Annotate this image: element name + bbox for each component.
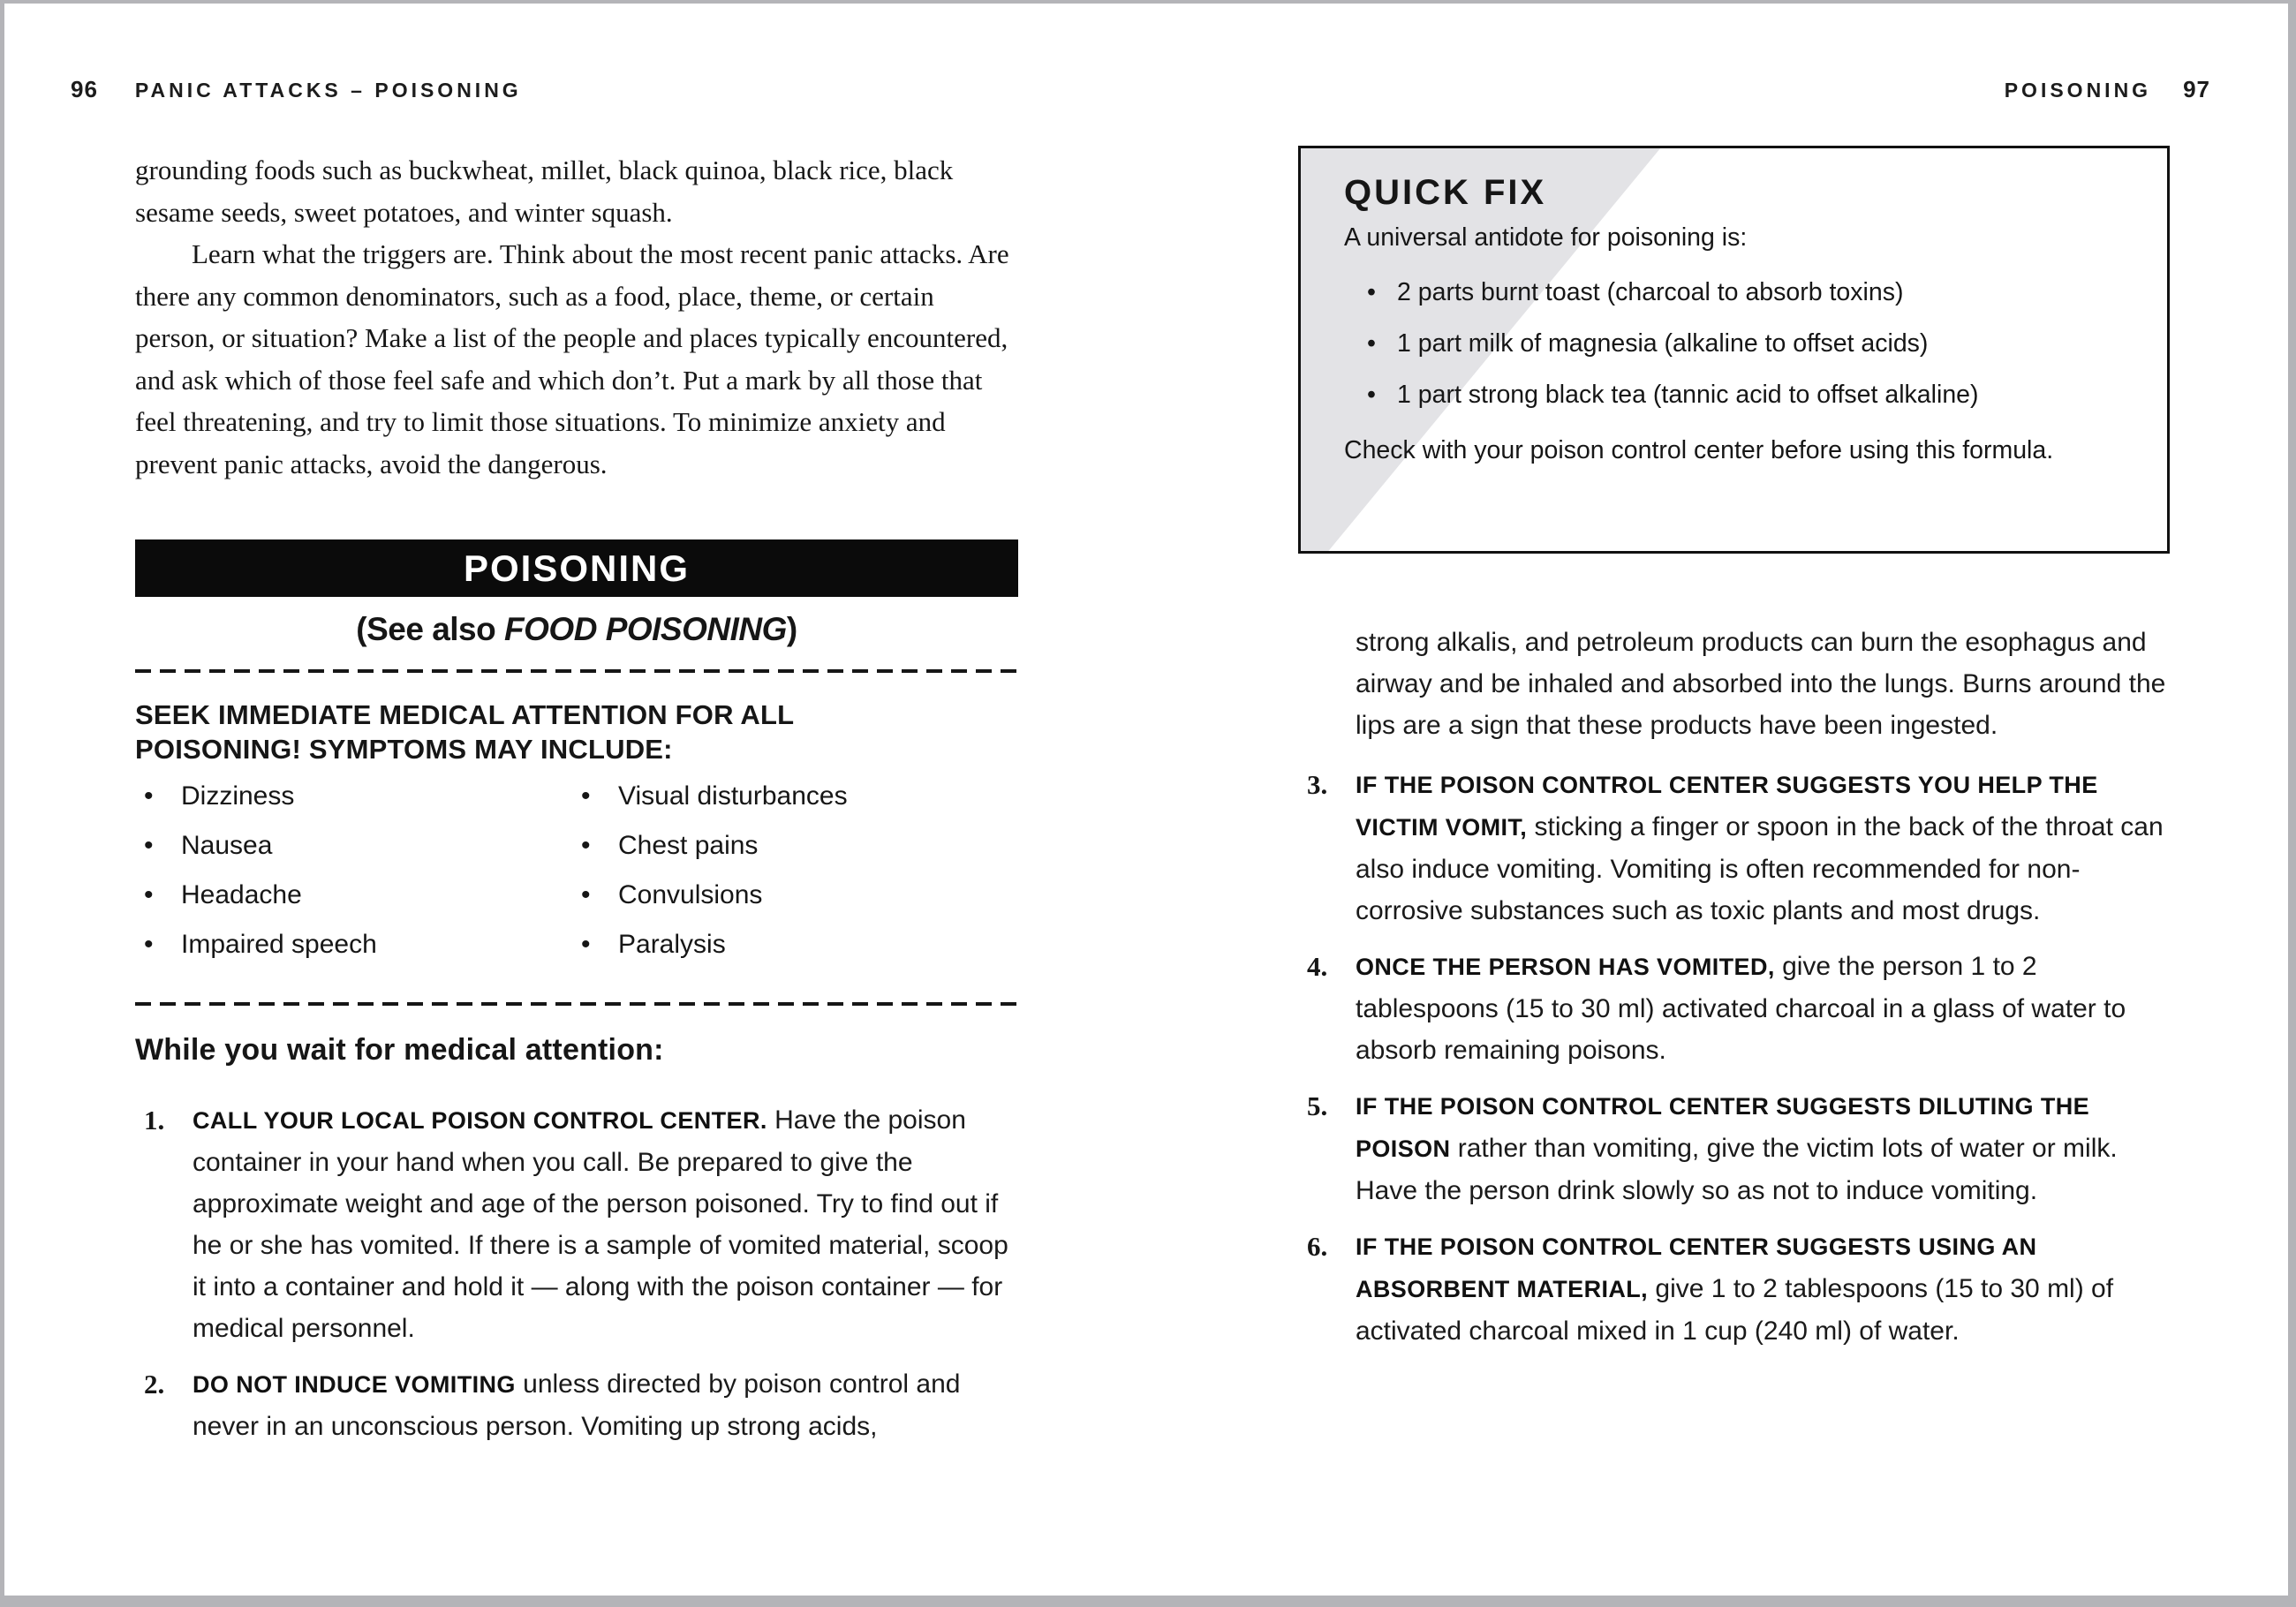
see-also-line bbox=[135, 611, 1018, 648]
step-lead-in: DO NOT INDUCE VOMITING bbox=[193, 1371, 516, 1398]
bullet-icon: • bbox=[1367, 329, 1376, 358]
symptom-label: Visual disturbances bbox=[618, 781, 848, 811]
symptom-label: Impaired speech bbox=[181, 930, 377, 959]
dashed-divider-top bbox=[135, 669, 1018, 673]
quick-fix-box bbox=[1298, 146, 2170, 554]
warning-heading-line: POISONING! SYMPTOMS MAY INCLUDE: bbox=[135, 734, 673, 765]
symptom-item bbox=[135, 783, 572, 810]
symptom-label: Nausea bbox=[181, 831, 273, 860]
bullet-icon: • bbox=[144, 831, 154, 860]
symptom-label: Dizziness bbox=[181, 781, 295, 811]
intro-paragraph-1: grounding foods such as buckwheat, millet, black quinoa, black rice, black sesame seeds, sweet potatoes, and winter squash. bbox=[135, 155, 954, 228]
symptoms-column-2 bbox=[572, 783, 1018, 981]
numbered-step bbox=[1298, 946, 2170, 1071]
symptom-item bbox=[572, 833, 1018, 859]
continuation-paragraph: strong alkalis, and petroleum products can burn the esophagus and airway and be inhaled and absorbed into the lungs. Burns around the lips are a sign that these products have been ingested. bbox=[1356, 628, 2166, 740]
numbered-step bbox=[1298, 1226, 2170, 1352]
step-text bbox=[1356, 946, 2170, 1071]
quick-fix-title: QUICK FIX bbox=[1344, 173, 1547, 212]
quick-fix-subtitle: A universal antidote for poisoning is: bbox=[1344, 223, 1748, 252]
quick-fix-content bbox=[1301, 148, 2167, 472]
symptom-item bbox=[135, 882, 572, 909]
intro-paragraphs bbox=[135, 149, 1018, 485]
dashed-divider-bottom bbox=[135, 1002, 1018, 1006]
symptom-item bbox=[135, 833, 572, 859]
symptom-item bbox=[135, 932, 572, 958]
step-body: rather than vomiting, give the victim lots of water or milk. Have the person drink slowly so as not to induce vomiting. bbox=[1356, 1134, 2118, 1205]
step-lead-in: ONCE THE PERSON HAS VOMITED, bbox=[1356, 954, 1775, 980]
warning-heading bbox=[135, 698, 1018, 766]
bullet-icon: • bbox=[144, 880, 154, 909]
step-body: unless directed by poison control and never in an unconscious person. Vomiting up strong acids, bbox=[193, 1369, 961, 1441]
quick-fix-footer: Check with your poison control center before using this formula. bbox=[1344, 436, 2054, 464]
step-number: 4. bbox=[1307, 951, 1328, 982]
numbered-step bbox=[135, 1363, 1018, 1447]
see-also-suffix: ) bbox=[786, 611, 797, 647]
see-also-prefix: (See also bbox=[356, 611, 505, 647]
step-lead-in: IF THE POISON CONTROL CENTER SUGGESTS USING AN ABSORBENT MATERIAL, bbox=[1356, 1234, 2037, 1302]
symptoms-list bbox=[135, 783, 1018, 981]
step-text bbox=[1356, 764, 2170, 932]
running-head-left bbox=[71, 76, 522, 103]
quick-fix-bullet-text: 1 part strong black tea (tannic acid to offset alkaline) bbox=[1397, 381, 1979, 409]
bullet-icon: • bbox=[144, 930, 154, 959]
symptom-label: Headache bbox=[181, 880, 302, 909]
symptoms-column-1 bbox=[135, 783, 572, 981]
quick-fix-bullet-item bbox=[1344, 328, 2130, 360]
section-banner-poisoning: POISONING bbox=[135, 539, 1018, 597]
page-number-left: 96 bbox=[71, 76, 98, 102]
symptom-item bbox=[572, 783, 1018, 810]
bullet-icon: • bbox=[581, 880, 591, 909]
bullet-icon: • bbox=[581, 930, 591, 959]
step-number: 5. bbox=[1307, 1090, 1328, 1121]
running-title-right: POISONING bbox=[2004, 79, 2152, 102]
bullet-icon: • bbox=[581, 781, 591, 811]
step-body: sticking a finger or spoon in the back of the throat can also induce vomiting. Vomiting is often recommended for non-corrosive substances such as toxic plants and most drugs. bbox=[1356, 812, 2164, 925]
bullet-icon: • bbox=[581, 831, 591, 860]
running-title-left: PANIC ATTACKS – POISONING bbox=[134, 79, 522, 102]
step-text bbox=[1356, 1085, 2170, 1211]
symptom-item bbox=[572, 882, 1018, 909]
symptom-item bbox=[572, 932, 1018, 958]
intro-paragraph-2: Learn what the triggers are. Think about the most recent panic attacks. Are there any common denominators, such as a food, place, theme, or certain person, or situation? Make a list of the people and places typically encountered, and ask which of those feel safe and which don’t. Put a mark by all those that feel threatening, and try to limit those situations. To minimize anxiety and prevent panic attacks, avoid the dangerous. bbox=[135, 238, 1009, 479]
step-lead-in: CALL YOUR LOCAL POISON CONTROL CENTER. bbox=[193, 1107, 767, 1134]
wait-instructions-heading: While you wait for medical attention: bbox=[135, 1033, 664, 1067]
symptom-label: Paralysis bbox=[618, 930, 726, 959]
bullet-icon: • bbox=[1367, 381, 1376, 409]
quick-fix-bullet-text: 1 part milk of magnesia (alkaline to offset acids) bbox=[1397, 329, 1929, 358]
step-number: 2. bbox=[144, 1369, 165, 1400]
step-number: 1. bbox=[144, 1105, 165, 1135]
page-number-right: 97 bbox=[2183, 76, 2210, 102]
numbered-step bbox=[1298, 1085, 2170, 1211]
bullet-icon: • bbox=[144, 781, 154, 811]
warning-heading-line: SEEK IMMEDIATE MEDICAL ATTENTION FOR ALL bbox=[135, 699, 795, 730]
numbered-step bbox=[1298, 764, 2170, 932]
left-page-column bbox=[135, 149, 1018, 1461]
step-number: 6. bbox=[1307, 1231, 1328, 1262]
symptom-label: Convulsions bbox=[618, 880, 763, 909]
step-text bbox=[193, 1099, 1018, 1349]
bullet-icon: • bbox=[1367, 278, 1376, 306]
numbered-step bbox=[135, 1099, 1018, 1349]
step-body: give 1 to 2 tablespoons (15 to 30 ml) of activated charcoal mixed in 1 cup (240 ml) of water. bbox=[1356, 1274, 2114, 1346]
first-aid-steps-1-2 bbox=[135, 1099, 1018, 1447]
step-body: give the person 1 to 2 tablespoons (15 to 30 ml) activated charcoal in a glass of water to absorb remaining poisons. bbox=[1356, 952, 2126, 1065]
step-text bbox=[193, 1363, 1018, 1447]
symptom-label: Chest pains bbox=[618, 831, 759, 860]
right-page-column bbox=[1298, 146, 2170, 1366]
quick-fix-bullet-item bbox=[1344, 379, 2130, 411]
quick-fix-bullet-list bbox=[1344, 276, 2130, 411]
first-aid-steps-3-6 bbox=[1298, 764, 2170, 1352]
step-lead-in: IF THE POISON CONTROL CENTER SUGGESTS DILUTING THE POISON bbox=[1356, 1093, 2090, 1162]
quick-fix-bullet-text: 2 parts burnt toast (charcoal to absorb toxins) bbox=[1397, 278, 1904, 306]
see-also-cross-reference: FOOD POISONING bbox=[504, 611, 787, 647]
book-page-spread bbox=[4, 4, 2288, 1596]
step-number: 3. bbox=[1307, 769, 1328, 800]
step-text bbox=[1356, 1226, 2170, 1352]
quick-fix-bullet-item bbox=[1344, 276, 2130, 309]
step-body: Have the poison container in your hand when you call. Be prepared to give the approximate weight and age of the person poisoned. Try to find out if he or she has vomited. If there is a sample of vomited material, scoop it into a container and hold it — along with the poison container — for medical personnel. bbox=[193, 1105, 1008, 1343]
step-lead-in: IF THE POISON CONTROL CENTER SUGGESTS YOU HELP THE VICTIM VOMIT, bbox=[1356, 772, 2098, 841]
running-head-right bbox=[2005, 76, 2210, 103]
